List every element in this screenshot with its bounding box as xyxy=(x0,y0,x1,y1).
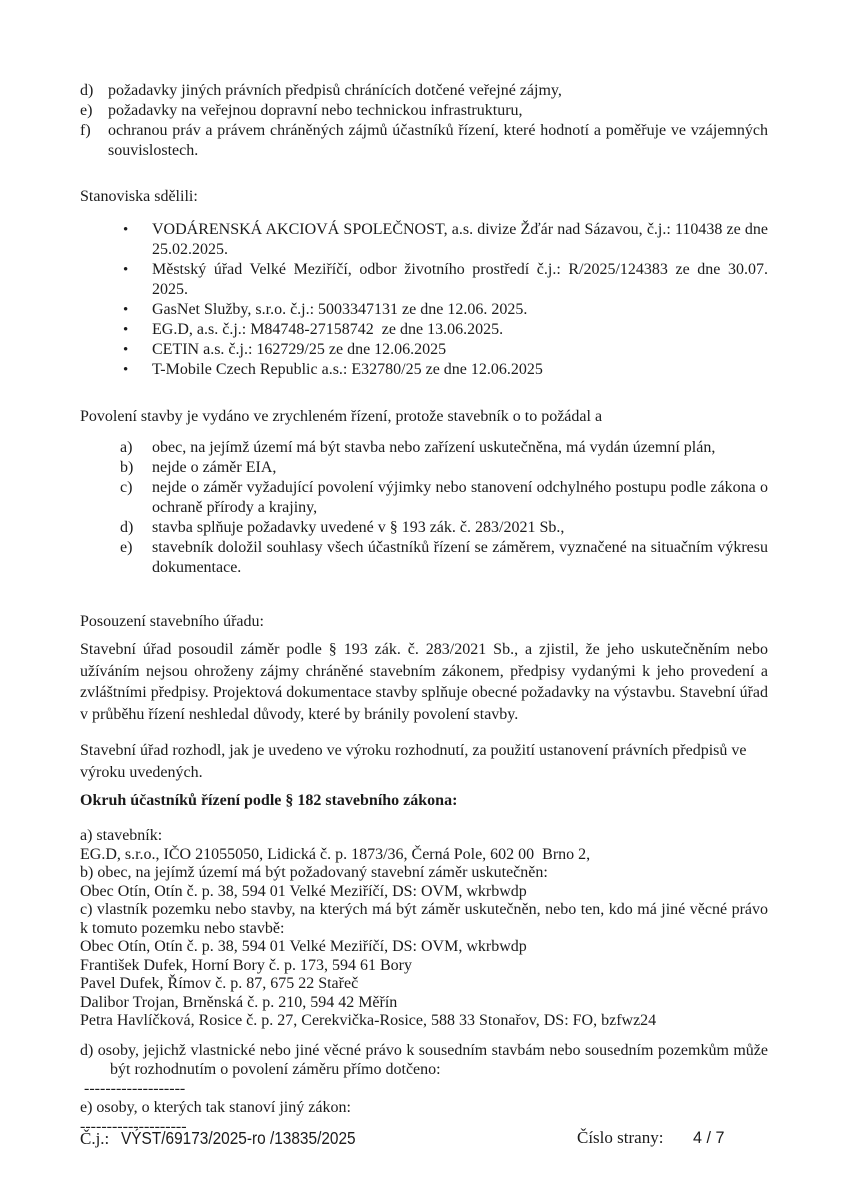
list-item-text: stavba splňuje požadavky uvedené v § 193 zák. č. 283/2021 Sb., xyxy=(152,519,565,536)
posouzeni-paragraph-2: Stavební úřad rozhodl, jak je uvedeno ve výroku rozhodnutí, za použití ustanovení právních předpisů ve výroku uvedených. xyxy=(80,742,747,781)
povoleni-list xyxy=(120,438,768,578)
list-item xyxy=(120,438,768,458)
cj-value: VÝST/69173/2025-ro /13835/2025 xyxy=(121,1128,356,1148)
dash-separator: -------------------- xyxy=(80,1117,187,1135)
list-item-text: nejde o záměr EIA, xyxy=(152,459,277,476)
okruh-line: c) vlastník pozemku nebo stavby, na kterých má být záměr uskutečněn, nebo ten, kdo má jiné věcné právo k tomuto pozemku nebo stavbě: xyxy=(80,901,768,937)
list-item-label: e) xyxy=(80,102,93,119)
okruh-line: Pavel Dufek, Římov č. p. 87, 675 22 Stařeč xyxy=(80,975,359,992)
list-item-label: b) xyxy=(120,459,134,476)
requirements-list xyxy=(80,81,768,161)
dash-separator: ------------------- xyxy=(80,1079,186,1097)
posouzeni-heading: Posouzení stavebního úřadu: xyxy=(80,613,264,630)
list-item xyxy=(80,101,768,121)
page-number-label: Číslo strany: xyxy=(577,1128,664,1147)
footer-page-number xyxy=(577,1128,727,1148)
bullet-text: CETIN a.s. č.j.: 162729/25 ze dne 12.06.2025 xyxy=(152,341,447,358)
okruh-d-e-block xyxy=(80,1041,768,1136)
stanoviska-heading: Stanoviska sdělili: xyxy=(80,188,198,205)
list-item-label: c) xyxy=(120,479,133,496)
list-item-label: f) xyxy=(80,122,91,139)
stanoviska-bullet-list xyxy=(123,220,768,380)
page-footer xyxy=(80,1128,848,1152)
bullet-text: GasNet Služby, s.r.o. č.j.: 5003347131 ze dne 12.06. 2025. xyxy=(152,301,528,318)
bullet-icon: • xyxy=(123,322,129,338)
povoleni-intro: Povolení stavby je vydáno ve zrychleném řízení, protože stavebník o to požádal a xyxy=(80,408,603,425)
okruh-line: František Dufek, Horní Bory č. p. 173, 594 61 Bory xyxy=(80,956,412,974)
bullet-icon: • xyxy=(123,362,129,378)
list-item xyxy=(120,518,768,538)
bullet-item xyxy=(123,260,768,300)
list-item-text: požadavky na veřejnou dopravní nebo technickou infrastrukturu, xyxy=(108,102,523,119)
cj-label: Č.j.: xyxy=(80,1129,110,1148)
bullet-icon: • xyxy=(123,342,129,358)
okruh-d-item: d) osoby, jejichž vlastnické nebo jiné věcné právo k sousedním stavbám nebo sousedním pozemkům může být rozhodnutím o povolení záměru přímo dotčeno: xyxy=(80,1041,768,1078)
bullet-text: T-Mobile Czech Republic a.s.: E32780/25 ze dne 12.06.2025 xyxy=(152,361,543,378)
list-item-label: d) xyxy=(120,519,134,536)
okruh-heading: Okruh účastníků řízení podle § 182 stavebního zákona: xyxy=(80,792,458,809)
posouzeni-paragraph-1: Stavební úřad posoudil záměr podle § 193 zák. č. 283/2021 Sb., a zjistil, že jeho uskutečněním nebo užíváním nejsou ohroženy zájmy chráněné stavebním zákonem, předpisy vydanými k jeho provedení a zvláštními předpisy. Projektová dokumentace stavby splňuje obecné požadavky na výstavbu. Stavební úřad v průběhu řízení neshledal důvody, které by bránily povolení stavby. xyxy=(80,641,768,723)
list-item-label: a) xyxy=(120,439,133,456)
bullet-icon: • xyxy=(123,262,129,278)
bullet-item xyxy=(123,360,768,380)
bullet-text: VODÁRENSKÁ AKCIOVÁ SPOLEČNOST, a.s. divize Žďár nad Sázavou, č.j.: 110438 ze dne 25.02.2025. xyxy=(152,221,768,258)
list-item xyxy=(120,458,768,478)
list-item-text: požadavky jiných právních předpisů chránících dotčené veřejné zájmy, xyxy=(108,82,562,99)
okruh-line: Obec Otín, Otín č. p. 38, 594 01 Velké Meziříčí, DS: OVM, wkrbwdp xyxy=(80,938,527,955)
list-item-text: nejde o záměr vyžadující povolení výjimky nebo stanovení odchylného postupu podle zákona o ochraně přírody a krajiny, xyxy=(152,479,768,516)
okruh-line: Dalibor Trojan, Brněnská č. p. 210, 594 42 Měřín xyxy=(80,993,398,1011)
bullet-icon: • xyxy=(123,302,129,318)
list-item xyxy=(80,121,768,161)
bullet-icon: • xyxy=(123,222,129,238)
list-item-label: d) xyxy=(80,82,94,99)
okruh-line: Obec Otín, Otín č. p. 38, 594 01 Velké Meziříčí, DS: OVM, wkrbwdp xyxy=(80,882,527,900)
bullet-item xyxy=(123,220,768,260)
list-item-text: stavebník doložil souhlasy všech účastníků řízení se záměrem, vyznačené na situačním výkresu dokumentace. xyxy=(152,539,768,576)
okruh-line: EG.D, s.r.o., IČO 21055050, Lidická č. p. 1873/36, Černá Pole, 602 00 Brno 2, xyxy=(80,845,591,863)
list-item xyxy=(80,81,768,101)
okruh-line: Petra Havlíčková, Rosice č. p. 27, Cerekvička-Rosice, 588 33 Stonařov, DS: FO, bzfwz24 xyxy=(80,1012,657,1029)
okruh-line: a) stavebník: xyxy=(80,827,163,844)
bullet-item xyxy=(123,300,768,320)
list-item xyxy=(120,478,768,518)
okruh-participants-block xyxy=(80,827,768,1031)
list-item-label: e) xyxy=(120,539,133,556)
bullet-item xyxy=(123,320,768,340)
list-item-text: obec, na jejímž území má být stavba nebo zařízení uskutečněna, má vydán územní plán, xyxy=(152,439,716,456)
okruh-e-item: e) osoby, o kterých tak stanoví jiný zákon: xyxy=(80,1098,351,1116)
page-number-value: 4 / 7 xyxy=(693,1128,725,1147)
okruh-line: b) obec, na jejímž území má být požadovaný stavební záměr uskutečněn: xyxy=(80,864,548,881)
footer-reference xyxy=(80,1128,388,1149)
list-item xyxy=(120,538,768,578)
list-item-text: ochranou práv a právem chráněných zájmů účastníků řízení, které hodnotí a poměřuje ve vzájemných souvislostech. xyxy=(108,122,768,159)
bullet-text: Městský úřad Velké Meziříčí, odbor životního prostředí č.j.: R/2025/124383 ze dne 30.07. 2025. xyxy=(152,261,768,298)
bullet-text: EG.D, a.s. č.j.: M84748-27158742 ze dne 13.06.2025. xyxy=(152,321,504,338)
bullet-item xyxy=(123,340,768,360)
